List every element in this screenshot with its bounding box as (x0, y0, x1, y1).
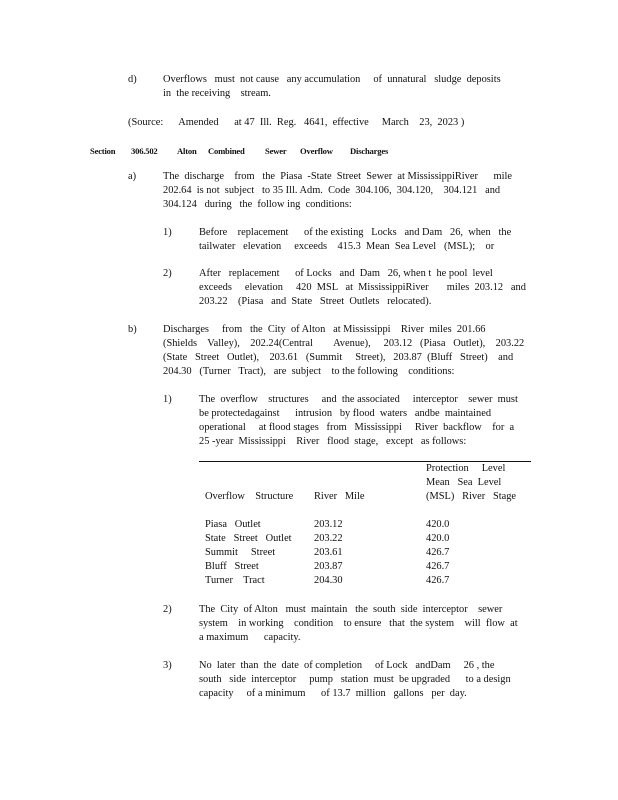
subsection-b-item-1-line-2: be protectedagainst intrusion by flood waters andbe maintained (199, 408, 492, 419)
subsection-a-item-1-line-2: tailwater elevation exceeds 415.3 Mean Sea Level (MSL); or (199, 241, 495, 252)
table-header-stage-line-3: (MSL) River Stage (426, 491, 517, 502)
table-header-structure: Overflow Structure (205, 491, 294, 502)
table-row-5-structure: Turner Tract (205, 575, 265, 586)
table-row-3-mile: 203.61 (314, 547, 343, 558)
table-header-stage-line-2: Mean Sea Level (426, 477, 502, 488)
section-title-word-4: Overflow (300, 146, 333, 156)
section-title-word-5: Discharges (350, 146, 389, 156)
section-title-word-1: Alton (177, 146, 197, 156)
subsection-b-item-1-line-4: 25 -year Mississippi River flood stage, except as follows: (199, 436, 467, 447)
subsection-b-item-1-line-3: operational at flood stages from Mississippi River backflow for a (199, 422, 515, 433)
section-title-word-3: Sewer (265, 146, 287, 156)
table-row-2-structure: State Street Outlet (205, 533, 292, 544)
subsection-b-item-2-line-3: a maximum capacity. (199, 632, 301, 643)
table-row-5-stage: 426.7 (426, 575, 450, 586)
subsection-b-line-1: Discharges from the City of Alton at Mississippi River miles 201.66 (163, 324, 486, 335)
subsection-a-item-2-label: 2) (163, 268, 172, 279)
table-row-2-stage: 420.0 (426, 533, 450, 544)
table-row-1-structure: Piasa Outlet (205, 519, 261, 530)
subsection-b-item-3-line-2: south side interceptor pump station must be upgraded to a design (199, 674, 511, 685)
subsection-b-line-2: (Shields Valley), 202.24(Central Avenue), 203.12 (Piasa Outlet), 203.22 (163, 338, 525, 349)
table-row-3-stage: 426.7 (426, 547, 450, 558)
subsection-b-item-2-line-2: system in working condition to ensure that the system will flow at (199, 618, 518, 629)
subsection-a-item-1-label: 1) (163, 227, 172, 238)
subsection-b-item-3-label: 3) (163, 660, 172, 671)
subsection-b-item-3-line-1: No later than the date of completion of Lock andDam 26 , the (199, 660, 495, 671)
section-word: Section (90, 146, 116, 156)
table-row-1-stage: 420.0 (426, 519, 450, 530)
subsection-a-line-1: The discharge from the Piasa -State Street Sewer at MississippiRiver mile (163, 171, 512, 182)
source-note: (Source: Amended at 47 Ill. Reg. 4641, effective March 23, 2023 ) (128, 117, 465, 128)
table-row-2-mile: 203.22 (314, 533, 343, 544)
table-header-stage-line-1: Protection Level (426, 463, 506, 474)
subsection-a-item-2-line-3: 203.22 (Piasa and State Street Outlets relocated). (199, 296, 432, 307)
subsection-b-label: b) (128, 324, 137, 335)
table-header-river-mile: River Mile (314, 491, 365, 502)
subsection-b-item-2-line-1: The City of Alton must maintain the south side interceptor sewer (199, 604, 503, 615)
subsection-b-line-3: (State Street Outlet), 203.61 (Summit Street), 203.87 (Bluff Street) and (163, 352, 514, 363)
subsection-b-item-2-label: 2) (163, 604, 172, 615)
subsection-b-item-1-label: 1) (163, 394, 172, 405)
table-row-4-stage: 426.7 (426, 561, 450, 572)
section-number: 306.502 (131, 146, 158, 156)
subsection-a-item-2-line-2: exceeds elevation 420 MSL at MississippiRiver miles 203.12 and (199, 282, 526, 293)
subsection-a-label: a) (128, 171, 137, 182)
table-row-3-structure: Summit Street (205, 547, 276, 558)
table-row-4-mile: 203.87 (314, 561, 343, 572)
subsection-b-item-3-line-3: capacity of a minimum of 13.7 million gallons per day. (199, 688, 467, 699)
subsection-a-line-2: 202.64 is not subject to 35 Ill. Adm. Code 304.106, 304.120, 304.121 and (163, 185, 501, 196)
table-row-1-mile: 203.12 (314, 519, 343, 530)
subsection-b-item-1-line-1: The overflow structures and the associated interceptor sewer must (199, 394, 518, 405)
section-title-word-2: Combined (208, 146, 245, 156)
item-d-text-line-2: in the receiving stream. (163, 88, 271, 99)
table-row-5-mile: 204.30 (314, 575, 343, 586)
subsection-a-item-1-line-1: Before replacement of the existing Locks and Dam 26, when the (199, 227, 512, 238)
subsection-a-item-2-line-1: After replacement of Locks and Dam 26, when t he pool level (199, 268, 493, 279)
item-d-label: d) (128, 74, 137, 85)
subsection-b-line-4: 204.30 (Turner Tract), are subject to the following conditions: (163, 366, 455, 377)
table-row-4-structure: Bluff Street (205, 561, 259, 572)
subsection-a-line-3: 304.124 during the follow ing conditions: (163, 199, 352, 210)
item-d-text-line-1: Overflows must not cause any accumulation of unnatural sludge deposits (163, 74, 501, 85)
